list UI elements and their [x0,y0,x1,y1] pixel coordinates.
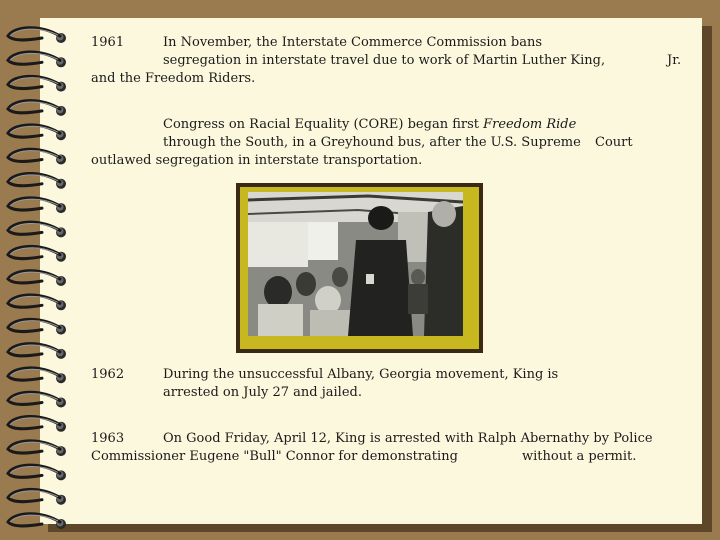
entry-1961-line2-tail: Jr. [667,53,682,68]
spiral-binding [0,0,80,540]
spiral-ring [8,441,66,456]
entry-core-line2-tail: Court [595,135,633,150]
entry-1961-line3: and the Freedom Riders. [91,71,256,86]
spiral-ring [8,368,66,383]
spiral-ring [8,465,66,480]
entry-year-1962: 1962 [91,367,125,382]
spiral-ring [8,344,66,359]
entry-1962-line1: During the unsuccessful Albany, Georgia movement, King is [163,367,559,382]
entry-year-1961: 1961 [91,35,125,50]
spiral-ring [8,295,66,310]
spiral-ring [8,222,66,237]
spiral-ring [8,246,66,261]
spiral-ring [8,76,66,91]
entry-core-line1-text: Congress on Racial Equality (CORE) began first [163,117,484,132]
spiral-ring [8,198,66,213]
spiral-ring [8,52,66,67]
spiral-ring [8,319,66,334]
entry-1962-line2: arrested on July 27 and jailed. [163,385,362,400]
spiral-ring [8,392,66,407]
entry-core-line3: outlawed segregation in interstate transportation. [91,153,423,168]
entry-year-1963: 1963 [91,431,125,446]
bus-photo [248,192,463,336]
spiral-ring [8,417,66,432]
freedom-ride-emphasis: Freedom Ride [483,117,577,132]
spiral-ring [8,514,66,529]
spiral-ring [8,28,66,43]
spiral-ring [8,174,66,189]
spiral-ring [8,489,66,504]
entry-1963-line2: Commissioner Eugene "Bull" Connor for demonstrating [91,449,458,464]
entry-1961-line1: In November, the Interstate Commerce Commission bans [163,35,543,50]
photo-frame [236,183,483,353]
entry-1963-line1: On Good Friday, April 12, King is arrested with Ralph Abernathy by Police [163,431,653,446]
spiral-ring [8,125,66,140]
spiral-ring [8,271,66,286]
entry-core-line1 [163,116,576,134]
entry-core-line2: through the South, in a Greyhound bus, after the U.S. Supreme [163,135,581,150]
entry-1963-line2-tail: without a permit. [522,449,637,464]
spiral-ring [8,101,66,116]
spiral-ring [8,149,66,164]
entry-1961-line2: segregation in interstate travel due to work of Martin Luther King, [163,53,606,68]
